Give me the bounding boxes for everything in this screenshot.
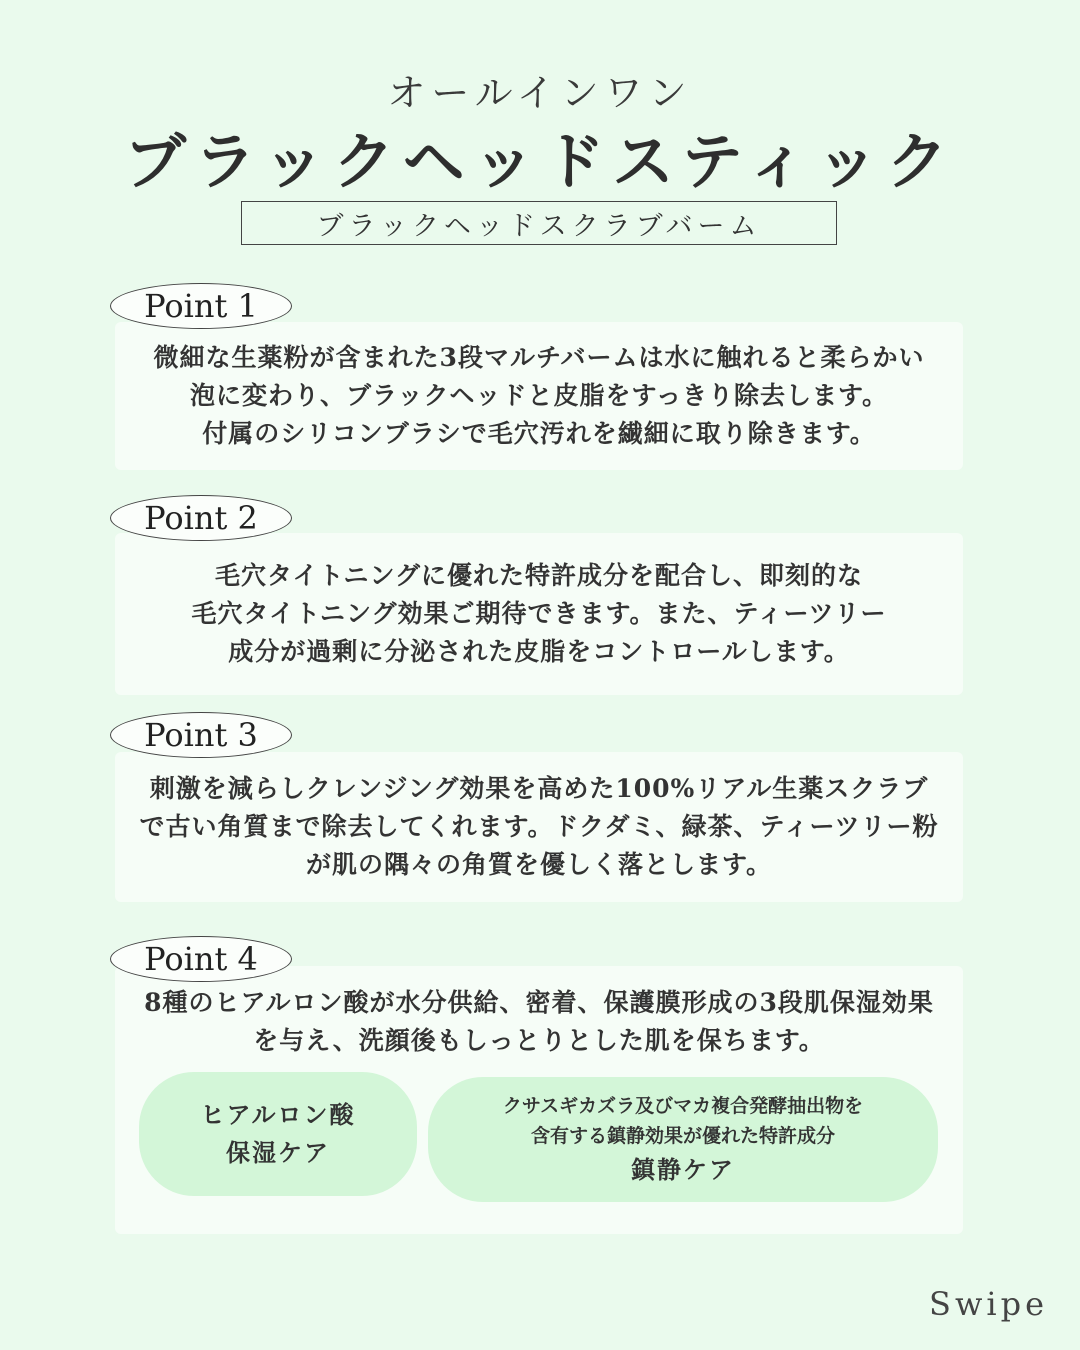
point-1-card (115, 322, 963, 470)
soothing-care-badge (428, 1077, 938, 1202)
hyaluronic-badge-line-2: 保湿ケア (226, 1138, 330, 1167)
point-1-line-3: 付属のシリコンブラシで毛穴汚れを繊細に取り除きます。 (202, 419, 876, 448)
product-name: ブラックヘッドスクラブバーム (316, 210, 762, 242)
point-1-label: Point 1 (110, 283, 292, 329)
swipe-hint[interactable]: Swipe (929, 1285, 1048, 1323)
point-1-line-1: 微細な生薬粉が含まれた3段マルチバームは水に触れると柔らかい (153, 343, 925, 372)
page-title: ブラックヘッドスティック (124, 125, 956, 198)
point-2-card (115, 533, 963, 695)
point-3-label: Point 3 (110, 712, 292, 758)
point-4-label: Point 4 (110, 936, 292, 982)
product-name-box (241, 201, 837, 245)
point-3-line-3: が肌の隅々の角質を優しく落とします。 (305, 850, 772, 879)
point-2-line-3: 成分が過剰に分泌された皮脂をコントロールします。 (228, 637, 850, 666)
point-2-label: Point 2 (110, 495, 292, 541)
point-3-card (115, 752, 963, 902)
point-4-line-1: 8種のヒアルロン酸が水分供給、密着、保護膜形成の3段肌保湿効果 (144, 988, 934, 1017)
point-3-line-2: で古い角質まで除去してくれます。ドクダミ、緑茶、ティーツリー粉 (139, 812, 939, 841)
soothing-badge-line-1: クサスギカズラ及びマカ複合発酵抽出物を (502, 1094, 864, 1117)
soothing-badge-line-2: 含有する鎮静効果が優れた特許成分 (530, 1124, 835, 1147)
point-2-line-1: 毛穴タイトニングに優れた特許成分を配合し、即刻的な (214, 561, 863, 590)
header-subtitle: オールインワン (387, 71, 693, 115)
point-4-line-2: を与え、洗顔後もしっとりとした肌を保ちます。 (253, 1026, 825, 1055)
hyaluronic-badge-line-1: ヒアルロン酸 (200, 1100, 356, 1129)
point-1-line-2: 泡に変わり、ブラックヘッドと皮脂をすっきり除去します。 (189, 381, 888, 410)
point-2-line-2: 毛穴タイトニング効果ご期待できます。また、ティーツリー (191, 599, 887, 628)
hyaluronic-care-badge (139, 1072, 417, 1196)
soothing-badge-line-3: 鎮静ケア (631, 1154, 735, 1184)
point-3-line-1: 刺激を減らしクレンジング効果を高めた100%リアル生薬スクラブ (149, 774, 929, 803)
